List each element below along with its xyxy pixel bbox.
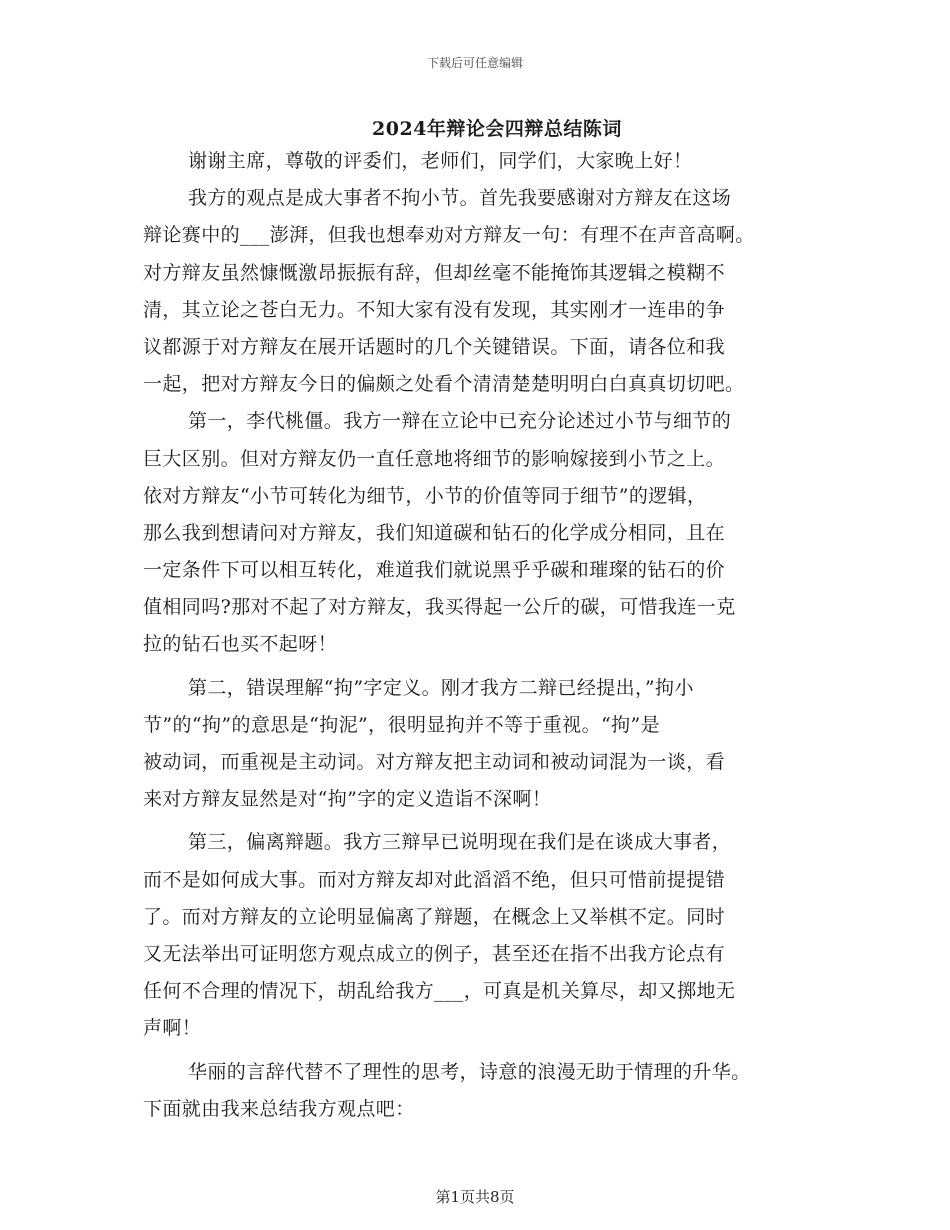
paragraph-line: 拉的钻石也买不起呀！ (143, 633, 338, 656)
paragraph-transition (143, 1054, 823, 1128)
paragraph-point-three (143, 824, 823, 1047)
document-title (0, 114, 950, 141)
paragraph-opening (143, 180, 823, 403)
paragraph-line: 下面就由我来总结我方观点吧： (143, 1097, 415, 1120)
paragraph-greeting (143, 143, 823, 180)
paragraph-line: 清，其立论之苍白无力。不知大家有没有发现，其实刚才一连串的争 (143, 298, 726, 321)
paragraph-line: 第二，错误理解“拘”字定义。刚才我方二辩已经提出，”拘小 (188, 676, 694, 699)
paragraph-line: 被动词，而重视是主动词。对方辩友把主动词和被动词混为一谈，看 (143, 751, 726, 773)
document-title-text: 2024年辩论会四辩总结陈词 (372, 118, 622, 140)
paragraph-line: 我方的观点是成大事者不拘小节。首先我要感谢对方辩友在这场 (188, 187, 732, 210)
paragraph-line: 又无法举出可证明您方观点成立的例子，甚至还在指不出我方论点有 (143, 942, 726, 965)
paragraph-line: 第一，李代桃僵。我方一辩在立论中已充分论述过小节与细节的 (188, 410, 732, 433)
page-footer-number: 第1页共8页 (435, 1188, 515, 1206)
paragraph-point-two (143, 670, 823, 819)
page-header-note: 下载后可任意编辑 (426, 56, 523, 70)
document-body (143, 143, 823, 1128)
paragraph-line: 依对方辩友“小节可转化为细节，小节的价值等同于细节”的逻辑， (143, 484, 707, 507)
paragraph-line: 来对方辩友显然是对“拘”字的定义造诣不深啊！ (143, 788, 552, 811)
paragraph-line: 谢谢主席，尊敬的评委们，老师们，同学们，大家晚上好！ (188, 150, 693, 172)
paragraph-line: 对方辩友虽然慷慨激昂振振有辞，但却丝毫不能掩饰其逻辑之模糊不 (143, 261, 726, 284)
paragraph-point-one (143, 403, 823, 663)
paragraph-line: 节”的“拘”的意思是“拘泥”，很明显拘并不等于重视。“拘”是 (143, 713, 660, 736)
paragraph-line: 议都源于对方辩友在展开话题时的几个关键错误。下面，请各位和我 (143, 335, 726, 358)
paragraph-line: 第三，偏离辩题。我方三辩早已说明现在我们是在谈成大事者， (188, 831, 732, 854)
paragraph-line: 一定条件下可以相互转化，难道我们就说黑乎乎碳和璀璨的钻石的价 (143, 559, 726, 582)
paragraph-line: 一起，把对方辩友今日的偏颇之处看个清清楚楚明明白白真真切切吧。 (143, 373, 745, 396)
paragraph-line: 华丽的言辞代替不了理性的思考，诗意的浪漫无助于情理的升华。 (188, 1060, 751, 1083)
paragraph-line: 辩论赛中的___澎湃，但我也想奉劝对方辩友一句：有理不在声音高啊。 (143, 224, 755, 247)
paragraph-line: 任何不合理的情况下，胡乱给我方___，可真是机关算尽，却又掷地无 (143, 980, 736, 1003)
paragraph-line: 巨大区别。但对方辩友仍一直任意地将细节的影响嫁接到小节之上。 (143, 447, 726, 470)
paragraph-line: 了。而对方辩友的立论明显偏离了辩题，在概念上又举棋不定。同时 (143, 905, 726, 928)
paragraph-line: 而不是如何成大事。而对方辩友却对此滔滔不绝，但只可惜前提提错 (143, 868, 726, 891)
paragraph-line: 值相同吗?那对不起了对方辩友，我买得起一公斤的碳，可惜我连一克 (143, 596, 736, 619)
paragraph-line: 声啊！ (143, 1017, 202, 1040)
paragraph-line: 那么我到想请问对方辩友，我们知道碳和钻石的化学成分相同，且在 (143, 521, 726, 544)
